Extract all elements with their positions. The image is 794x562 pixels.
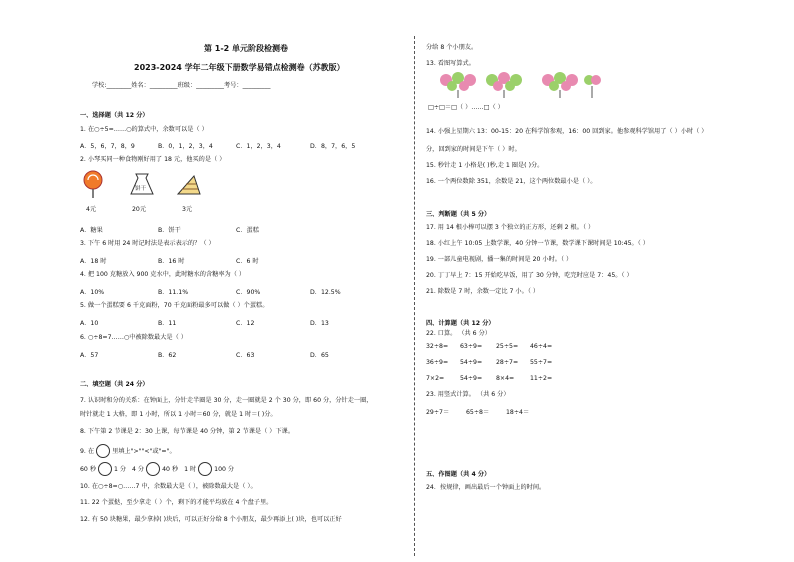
student-info: 学校:________姓名：_________班级：_________考号：_________ — [92, 82, 271, 89]
option: A．18 时 — [80, 258, 107, 265]
section-true-false: 三、判断题（共 5 分） — [426, 211, 491, 218]
question-2: 2. 小琴买同一种食物刚好用了 18 元，他买的是（ ） — [80, 156, 226, 163]
question-9-row — [80, 462, 234, 476]
question-12: 12. 有 50 块糖果，最少拿掉( )块后，可以正好分给 8 个小朋友，最少再添上( )块，也可以正好 — [80, 516, 342, 523]
question-6: 6. ○÷8=7……○中被除数最大是（ ） — [80, 334, 187, 341]
question-23: 23. 用竖式计算。 （共 6 分） — [426, 391, 510, 398]
column-divider — [414, 36, 415, 556]
question-10: 10. 在○÷8=○……7 中，余数最大是（ ），被除数最大是（ ）。 — [80, 483, 257, 490]
cake-slice-icon — [176, 172, 202, 198]
question-4: 4. 把 100 克糖放入 900 克水中，此时糖水的含糖率为（ ） — [80, 271, 246, 278]
exam-title: 第 1-2 单元阶段检测卷 — [204, 44, 289, 53]
option: B．11.1% — [158, 289, 189, 296]
option: B．饼干 — [158, 227, 181, 234]
question-15: 15. 秒针走 1 小格是( )秒,走 1 圈是( )分。 — [426, 162, 544, 169]
question-9: 9. 在 里填上">""<"或"="。 — [80, 444, 176, 458]
mental-item: 46÷4= — [530, 343, 553, 350]
vertical-item: 18÷4＝ — [506, 409, 530, 416]
mental-item: 7×2= — [426, 375, 445, 382]
question-21: 21. 除数是 7 时，余数一定比 7 小。（ ） — [426, 288, 540, 295]
compare-circle-3[interactable] — [198, 462, 212, 476]
question-11: 11. 22 个蛋挞，至少拿走（ ）个，剩下的才能平均放在 4 个盘子里。 — [80, 499, 273, 506]
question-7-line-2: 时针就走 1 大格，即 1 小时，所以 1 小时＝60 分，就是 1 时＝( )分。 — [80, 411, 277, 418]
vertical-item: 65÷8＝ — [466, 409, 490, 416]
question-20: 20. 丁丁早上 7：15 开始吃早饭，用了 30 分钟，吃完时应是 7：45。（ ） — [426, 272, 633, 279]
option: B．0，1，2，3，4 — [158, 143, 213, 150]
option: D．13 — [310, 320, 329, 327]
balloon-group-icon — [434, 72, 482, 98]
question-18: 18. 小红上午 10:05 上数学课，40 分钟一节课，数学课下课时间是 10:45。（ ） — [426, 240, 649, 247]
question-24: 24．按规律，画出最后一个钟面上的时间。 — [426, 484, 546, 491]
option: D．65 — [310, 352, 329, 359]
option: C．12 — [236, 320, 255, 327]
q9-fill-text: 里填上">""<"或"="。 — [112, 448, 176, 455]
compare-item: 1 分 — [114, 466, 127, 473]
option: C．蛋糕 — [236, 227, 259, 234]
question-7-line-1: 7. 认识时和分的关系：在钟面上，分针走半圈是 30 分，走一圈就是 2 个 30 分，即 60 分，分针走一圈， — [80, 397, 373, 404]
mental-item: 11÷2= — [530, 375, 553, 382]
mental-item: 54÷9= — [460, 359, 483, 366]
section-choice: 一、选择题（共 12 分） — [80, 112, 149, 119]
exam-subtitle: 2023-2024 学年二年级下册数学易错点检测卷（苏教版） — [134, 63, 345, 72]
mental-item: 8×4= — [496, 375, 515, 382]
question-19: 19. 一部儿童电视剧，播一集的时间是 20 小时。（ ） — [426, 256, 573, 263]
price-biscuit: 20元 — [132, 206, 147, 213]
option: D．8，7，6，5 — [310, 143, 356, 150]
vertical-item: 29÷7＝ — [426, 409, 450, 416]
option: B．11 — [158, 320, 177, 327]
option: A．57 — [80, 352, 99, 359]
question-13: 13. 看图写算式。 — [426, 60, 475, 67]
mental-item: 25÷5= — [496, 343, 519, 350]
question-17: 17. 用 14 根小棒可以摆 3 个独立的正方形，还剩 2 根。（ ） — [426, 224, 595, 231]
balloon-group-icon — [536, 72, 584, 98]
mental-item: 63÷9= — [460, 343, 483, 350]
question-14-line-1: 14. 小强上星期六 13：00-15：20 在科学馆参观，16：00 回到家。他参观科学馆用了（ ）小时（ ） — [426, 128, 708, 135]
price-lollipop: 4元 — [86, 206, 97, 213]
option: A．5，6，7，8，9 — [80, 143, 135, 150]
option: D．12.5% — [310, 289, 341, 296]
option: B．16 时 — [158, 258, 185, 265]
compare-item: 60 秒 — [80, 466, 97, 473]
question-3: 3. 下午 6 时用 24 时记时法是表示表示的？（ ） — [80, 240, 215, 247]
option: A．10 — [80, 320, 99, 327]
option: C．63 — [236, 352, 255, 359]
balloon-pair-icon — [582, 72, 602, 98]
lollipop-icon — [82, 170, 104, 198]
question-1: 1. 在○÷5=……○的算式中，余数可以是（ ） — [80, 126, 208, 133]
compare-circle-2[interactable] — [146, 462, 160, 476]
section-drawing: 五、作图题（共 4 分） — [426, 471, 491, 478]
option: B．62 — [158, 352, 177, 359]
question-5: 5. 做一个蛋糕要 6 千克面粉，70 千克面粉最多可以做（ ）个蛋糕。 — [80, 302, 269, 309]
balloon-group-icon — [480, 72, 528, 98]
option: C．90% — [236, 289, 261, 296]
option: C．6 时 — [236, 258, 259, 265]
question-8: 8. 下午第 2 节课是 2：30 上课，每节课是 40 分钟，第 2 节课是（ ）下课。 — [80, 428, 295, 435]
section-calculation: 四、计算题（共 12 分） — [426, 320, 495, 327]
compare-circle-1[interactable] — [98, 462, 112, 476]
question-13-equation: □÷□＝□（ ）……□（ ） — [428, 104, 504, 111]
option: A．10% — [80, 289, 105, 296]
question-16: 16. 一个两位数除 351，余数是 21，这个两位数最小是（ ）。 — [426, 178, 597, 185]
compare-item: 100 分 — [214, 466, 235, 473]
mental-item: 55÷7= — [530, 359, 553, 366]
q9-fill-word: 在 — [87, 448, 95, 455]
option: A．糖果 — [80, 227, 103, 234]
mental-item: 32÷8= — [426, 343, 449, 350]
option: C．1，2，3，4 — [236, 143, 281, 150]
compare-item: 40 秒 — [162, 466, 179, 473]
price-cake: 3元 — [182, 206, 193, 213]
question-14-line-2: 分，回到家的时间是下午（ ）时。 — [426, 146, 521, 153]
section-fill-blank: 二、填空题（共 24 分） — [80, 381, 149, 388]
mental-item: 36÷9= — [426, 359, 449, 366]
mental-item: 28÷7= — [496, 359, 519, 366]
biscuit-label: 饼干 — [135, 186, 147, 192]
question-12-continued: 分给 8 个小朋友。 — [426, 44, 478, 51]
compare-item: 1 时 — [184, 466, 197, 473]
mental-item: 54÷9= — [460, 375, 483, 382]
compare-item: 4 分 — [132, 466, 145, 473]
question-22: 22. 口算。 （共 6 分） — [426, 330, 491, 337]
comparison-circle — [96, 444, 110, 458]
